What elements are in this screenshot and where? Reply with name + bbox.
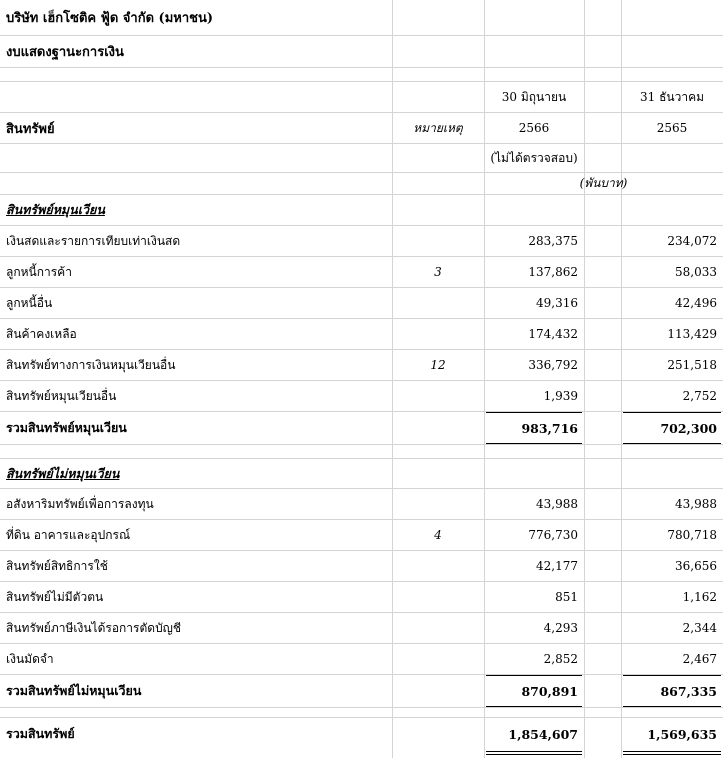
col-e-year[interactable]: 2565 bbox=[656, 121, 688, 135]
row-label[interactable]: ลูกหนี้อื่น bbox=[6, 295, 53, 310]
current-total-e[interactable]: 702,300 bbox=[660, 420, 717, 436]
row-label[interactable]: อสังหาริมทรัพย์เพื่อการลงทุน bbox=[6, 496, 154, 511]
row-label[interactable]: เงินสดและรายการเทียบเท่าเงินสด bbox=[6, 233, 181, 248]
row-note[interactable] bbox=[392, 381, 484, 411]
table-row bbox=[0, 644, 723, 675]
total-line bbox=[623, 706, 721, 707]
row-unit bbox=[0, 173, 723, 195]
table-row bbox=[0, 520, 723, 551]
row-value-e[interactable]: 36,656 bbox=[675, 559, 717, 573]
row-noncurrent-heading bbox=[0, 459, 723, 489]
row-value-c[interactable]: 42,177 bbox=[536, 559, 578, 573]
row-value-c[interactable]: 137,862 bbox=[528, 265, 578, 279]
row-label[interactable]: สินทรัพย์ทางการเงินหมุนเวียนอื่น bbox=[6, 357, 176, 372]
row-note[interactable]: 12 bbox=[430, 358, 446, 372]
total-line bbox=[486, 443, 582, 444]
row-value-e[interactable]: 251,518 bbox=[667, 358, 717, 372]
row-note[interactable] bbox=[392, 582, 484, 612]
row-note[interactable] bbox=[392, 319, 484, 349]
noncurrent-assets-heading[interactable]: สินทรัพย์ไม่หมุนเวียน bbox=[6, 465, 120, 481]
row-statement-title bbox=[0, 36, 723, 68]
row-value-e[interactable]: 42,496 bbox=[675, 296, 717, 310]
table-row bbox=[0, 319, 723, 350]
row-value-c[interactable]: 851 bbox=[555, 590, 578, 604]
assets-label[interactable]: สินทรัพย์ bbox=[6, 121, 55, 137]
row-label[interactable]: สินทรัพย์ภาษีเงินได้รอการตัดบัญชี bbox=[6, 620, 182, 635]
row-note[interactable] bbox=[392, 644, 484, 674]
row-label[interactable]: ที่ดิน อาคารและอุปกรณ์ bbox=[6, 527, 131, 542]
col-e-date[interactable]: 31 ธันวาคม bbox=[639, 89, 705, 104]
row-value-e[interactable]: 2,467 bbox=[682, 652, 717, 666]
row-label[interactable]: สินทรัพย์ไม่มีตัวตน bbox=[6, 589, 104, 604]
table-row bbox=[0, 288, 723, 319]
row-empty bbox=[0, 68, 723, 82]
row-note[interactable] bbox=[392, 489, 484, 519]
note-label[interactable]: หมายเหตุ bbox=[413, 120, 463, 135]
noncurrent-total-c[interactable]: 870,891 bbox=[521, 683, 578, 699]
double-total-line bbox=[623, 751, 721, 755]
unit-label[interactable]: (พันบาท) bbox=[579, 176, 628, 190]
table-row bbox=[0, 551, 723, 582]
row-value-c[interactable]: 174,432 bbox=[528, 327, 578, 341]
grand-total-e[interactable]: 1,569,635 bbox=[647, 726, 717, 742]
row-value-c[interactable]: 776,730 bbox=[528, 528, 578, 542]
row-value-e[interactable]: 780,718 bbox=[667, 528, 717, 542]
row-empty bbox=[0, 708, 723, 718]
row-unaudited bbox=[0, 144, 723, 173]
row-value-e[interactable]: 113,429 bbox=[667, 327, 717, 341]
noncurrent-total-e[interactable]: 867,335 bbox=[660, 683, 717, 699]
table-row bbox=[0, 381, 723, 412]
row-noncurrent-total bbox=[0, 675, 723, 708]
row-value-c[interactable]: 336,792 bbox=[528, 358, 578, 372]
row-note[interactable]: 3 bbox=[434, 265, 442, 279]
statement-title[interactable]: งบแสดงฐานะการเงิน bbox=[6, 45, 124, 60]
current-total-c[interactable]: 983,716 bbox=[521, 420, 578, 436]
row-value-e[interactable]: 2,344 bbox=[682, 621, 717, 635]
row-label[interactable]: ลูกหนี้การค้า bbox=[6, 264, 72, 279]
grand-total-label[interactable]: รวมสินทรัพย์ bbox=[6, 726, 75, 741]
row-label[interactable]: สินค้าคงเหลือ bbox=[6, 326, 77, 341]
row-current-heading bbox=[0, 195, 723, 226]
current-total-label[interactable]: รวมสินทรัพย์หมุนเวียน bbox=[6, 420, 127, 435]
row-value-e[interactable]: 2,752 bbox=[682, 389, 717, 403]
row-label[interactable]: สินทรัพย์หมุนเวียนอื่น bbox=[6, 388, 117, 403]
row-label[interactable]: สินทรัพย์สิทธิการใช้ bbox=[6, 558, 108, 573]
table-row bbox=[0, 582, 723, 613]
total-line bbox=[623, 443, 721, 444]
row-header-years bbox=[0, 113, 723, 144]
row-value-e[interactable]: 43,988 bbox=[675, 497, 717, 511]
row-value-c[interactable]: 283,375 bbox=[528, 234, 578, 248]
row-value-c[interactable]: 4,293 bbox=[543, 621, 578, 635]
unaudited-label[interactable]: (ไม่ได้ตรวจสอบ) bbox=[490, 150, 578, 165]
row-note[interactable] bbox=[392, 288, 484, 318]
row-value-c[interactable]: 49,316 bbox=[536, 296, 578, 310]
grand-total-c[interactable]: 1,854,607 bbox=[508, 726, 578, 742]
row-empty bbox=[0, 445, 723, 459]
col-c-year[interactable]: 2566 bbox=[518, 121, 550, 135]
row-value-c[interactable]: 43,988 bbox=[536, 497, 578, 511]
table-row bbox=[0, 257, 723, 288]
table-row bbox=[0, 489, 723, 520]
company-name[interactable]: บริษัท เฮ็กโซติค ฟู้ด จำกัด (มหาชน) bbox=[6, 11, 213, 26]
row-note[interactable] bbox=[392, 226, 484, 256]
noncurrent-total-label[interactable]: รวมสินทรัพย์ไม่หมุนเวียน bbox=[6, 683, 142, 698]
row-grand-total bbox=[0, 718, 723, 756]
row-value-c[interactable]: 2,852 bbox=[543, 652, 578, 666]
row-company bbox=[0, 0, 723, 36]
row-label[interactable]: เงินมัดจำ bbox=[6, 651, 54, 666]
current-assets-heading[interactable]: สินทรัพย์หมุนเวียน bbox=[6, 202, 105, 217]
row-value-c[interactable]: 1,939 bbox=[543, 389, 578, 403]
row-value-e[interactable]: 234,072 bbox=[667, 234, 717, 248]
row-value-e[interactable]: 1,162 bbox=[682, 590, 717, 604]
row-note[interactable]: 4 bbox=[434, 528, 442, 542]
row-note[interactable] bbox=[392, 551, 484, 581]
table-row bbox=[0, 226, 723, 257]
total-line bbox=[486, 706, 582, 707]
row-header-dates bbox=[0, 82, 723, 113]
row-value-e[interactable]: 58,033 bbox=[675, 265, 717, 279]
table-row bbox=[0, 613, 723, 644]
row-note[interactable] bbox=[392, 613, 484, 643]
row-current-total bbox=[0, 412, 723, 445]
col-c-date[interactable]: 30 มิถุนายน bbox=[501, 89, 567, 104]
double-total-line bbox=[486, 751, 582, 755]
table-row bbox=[0, 350, 723, 381]
